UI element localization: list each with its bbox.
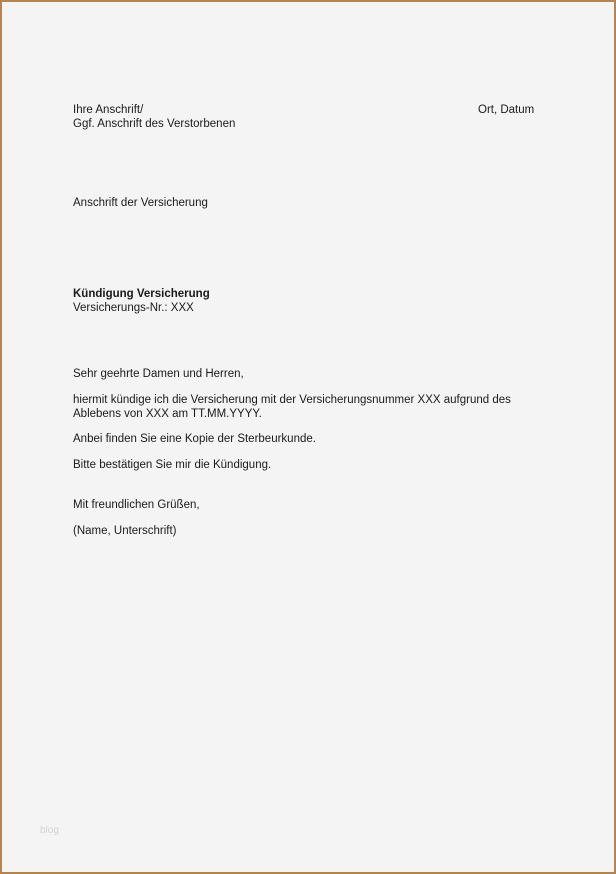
- place-date: Ort, Datum: [478, 104, 535, 116]
- body-paragraph-2: Anbei finden Sie eine Kopie der Sterbeurkunde.: [73, 433, 316, 445]
- subject-reference: Versicherungs-Nr.: XXX: [73, 302, 194, 314]
- closing: Mit freundlichen Grüßen,: [73, 499, 200, 511]
- body-paragraph-1: [73, 393, 511, 421]
- recipient-address: Anschrift der Versicherung: [73, 197, 208, 209]
- body-paragraph-1-line-2: Ablebens von XXX am TT.MM.YYYY.: [73, 408, 262, 420]
- subject-block: [73, 287, 210, 315]
- watermark: blog: [40, 825, 59, 836]
- salutation: Sehr geehrte Damen und Herren,: [73, 368, 244, 380]
- sender-line-2: Ggf. Anschrift des Verstorbenen: [73, 118, 236, 130]
- signature-placeholder: (Name, Unterschrift): [73, 525, 177, 537]
- body-paragraph-1-line-1: hiermit kündige ich die Versicherung mit der Versicherungsnummer XXX aufgrund des: [73, 394, 511, 406]
- body-paragraph-3: Bitte bestätigen Sie mir die Kündigung.: [73, 459, 272, 471]
- subject-title: Kündigung Versicherung: [73, 288, 210, 300]
- sender-line-1: Ihre Anschrift/: [73, 104, 144, 116]
- sender-address: [73, 103, 235, 131]
